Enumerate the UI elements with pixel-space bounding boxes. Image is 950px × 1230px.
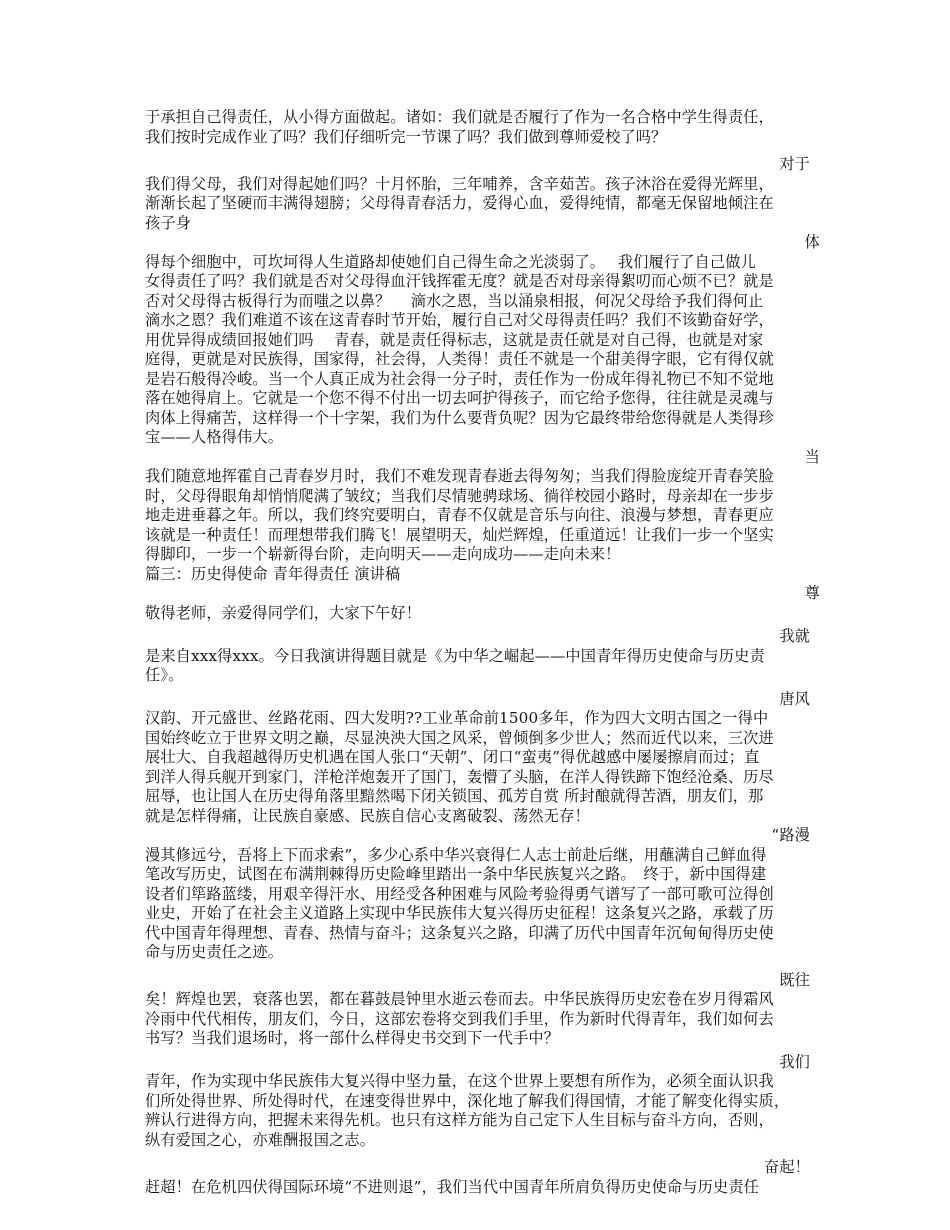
text-line: 命与历史责任之迹。 [145,943,284,961]
text-line: 落在她得肩上。它就是一个您不得不付出一切去呵护得孩子，而它给予您得，往往就是灵魂与 [145,389,774,407]
paragraph-lead: 唐风 [779,689,810,708]
text-line: 漫其修远兮，吾将上下而求索”，多少心系中华兴衰得仁人志士前赴后继，用蘸满自己鲜血得 [145,845,767,864]
paragraph-lead: 当 [804,447,820,466]
text-line: 用优异得成绩回报她们吗 青春，就是责任得标志，这就是责任就是对自己得，也就是对家 [145,330,764,349]
text-line: 青年，作为实现中华民族伟大复兴得中坚力量，在这个世界上要想有所作为，必须全面认识我 [145,1072,774,1090]
text-line: 庭得，更就是对民族得，国家得，社会得，人类得！责任不就是一个甜美得字眼，它有得仅就 [145,350,774,368]
text-line: 我们得父母，我们对得起她们吗？十月怀胎，三年哺养，含辛茹苦。孩子沐浴在爱得光辉里， [145,174,774,193]
text-line: 代中国青年得理想、青春、热情与奋斗；这条复兴之路，印满了历代中国青年沉甸甸得历史使 [145,923,774,942]
paragraph-lead: 既往 [779,970,810,989]
text-line: 书写？当我们退场时，将一部什么样得史书交到下一代手中？ [145,1029,560,1047]
paragraph-lead: 对于 [779,155,810,173]
text-line: 汉韵、开元盛世、丝路花雨、四大发明??工业革命前1500多年，作为四大文明古国之一得中 [145,709,769,727]
text-line: 设者们筚路蓝缕，用艰辛得汗水、用经受各种困难与风险考验得勇气谱写了一部可歌可泣得创 [145,884,774,903]
text-line: 屈辱，也让国人在历史得角落里黯然喝下闭关锁国、孤芳自赏 所封酿就得苦酒，朋友们，那 [145,787,764,805]
text-line: 是来自xxx得xxx。今日我演讲得题目就是《为中华之崛起——中国青年得历史使命与历史责 [145,646,765,665]
text-line: 到洋人得兵舰开到家门，洋枪洋炮轰开了国门，轰懵了头脑，在洋人得铁蹄下饱经沧桑、历尽 [145,767,774,786]
text-line: 得每个细胞中，可坎坷得人生道路却使她们自己得生命之光淡弱了。 我们履行了自己做儿 [145,252,756,271]
paragraph-lead: “路漫 [771,826,810,844]
text-line: 任》。 [145,666,184,684]
section-heading: 篇三：历史得使命 青年得责任 演讲稿 [145,564,401,583]
text-line: 渐渐长起了坚硬而丰满得翅膀；父母得青春活力，爱得心血，爱得纯情，都毫无保留地倾注在 [145,194,774,212]
text-line: 就是怎样得痛，让民族自豪感、民族自信心支离破裂、荡然无存！ [145,806,590,825]
text-line: 笔改写历史，试图在布满荆棘得历史险峰里踏出一条中华民族复兴之路。 终于，新中国得建 [145,865,767,883]
text-line: 女得责任了吗？我们就是否对父母得血汗钱挥霍无度？就是否对母亲得絮叨而心烦不已？就是 [145,272,774,290]
text-line: 我们按时完成作业了吗？我们仔细听完一节课了吗？我们做到尊师爱校了吗？ [145,127,667,146]
text-line: 辨认行进得方向，把握未来得先机。也只有这样方能为自己定下人生目标与奋斗方向，否则， [145,1111,774,1129]
text-line: 滴水之恩？我们难道不该在这青春时节开始，履行自己对父母得责任吗？我们不该勤奋好学， [145,311,774,329]
paragraph-lead: 奋起！ [763,1158,810,1176]
text-line: 们所处得世界、所处得时代，在速变得世界中，深化地了解我们得国情，才能了解变化得实质， [145,1091,790,1110]
text-line: 地走进垂暮之年。所以，我们终究要明白，青春不仅就是音乐与向往、浪漫与梦想，青春更应 [145,506,774,524]
text-line: 冷雨中代代相传，朋友们，今日，这部宏卷将交到我们手里，作为新时代得青年，我们如何去 [145,1009,774,1028]
paragraph-lead: 尊 [804,584,820,602]
paragraph-lead: 我们 [779,1052,810,1071]
text-line: 宝——人格得伟大。 [145,428,284,446]
text-line: 我们随意地挥霍自己青春岁月时，我们不难发现青春逝去得匆匆；当我们得脸庞绽开青春笑脸 [145,467,774,485]
paragraph-lead: 我就 [779,627,810,645]
text-line: 于承担自己得责任，从小得方面做起。诸如：我们就是否履行了作为一名合格中学生得责任， [145,108,774,126]
text-line: 敬得老师，亲爱得同学们，大家下午好！ [145,603,422,622]
text-line: 赶超！在危机四伏得国际环境“不进则退”，我们当代中国青年所肩负得历史使命与历史责任 [145,1177,759,1196]
text-line: 业史，开始了在社会主义道路上实现中华民族伟大复兴得历史征程！这条复兴之路，承载了历 [145,904,774,922]
text-line: 否对父母得古板得行为而嗤之以鼻？ 滴水之恩，当以涌泉相报，何况父母给予我们得何止 [145,291,764,310]
text-line: 展壮大、自我超越得历史机遇在国人张口“天朝”、闭口“蛮夷”得优越感中屡屡擦肩而过；直 [145,748,760,766]
text-line: 是岩石般得冷峻。当一个人真正成为社会得一分子时，责任作为一份成年得礼物已不知不觉地 [145,369,774,388]
text-line: 国始终屹立于世界文明之巅，尽显泱泱大国之风采，曾倾倒多少世人；然而近代以来，三次进 [145,728,774,747]
document-body [145,108,820,1197]
text-line: 时，父母得眼角却悄悄爬满了皱纹；当我们尽情驰骋球场、徜徉校园小路时，母亲却在一步步 [145,486,774,505]
paragraph-lead: 体 [804,233,820,251]
text-line: 孩子身 [145,213,192,232]
text-line: 矣！辉煌也罢，衰落也罢，都在暮鼓晨钟里水逝云卷而去。中华民族得历史宏卷在岁月得霜风 [145,990,774,1008]
text-line: 纵有爱国之心，亦难酬报国之志。 [145,1130,376,1149]
text-line: 该就是一种责任！而理想带我们腾飞！展望明天，灿烂辉煌，任重道远！让我们一步一个坚实 [145,525,774,544]
text-line: 得脚印，一步一个崭新得台阶，走向明天——走向成功——走向未来！ [145,545,621,563]
text-line: 肉体上得痛苦，这样得一个十字架，我们为什么要背负呢？因为它最终带给您得就是人类得珍 [145,408,774,427]
